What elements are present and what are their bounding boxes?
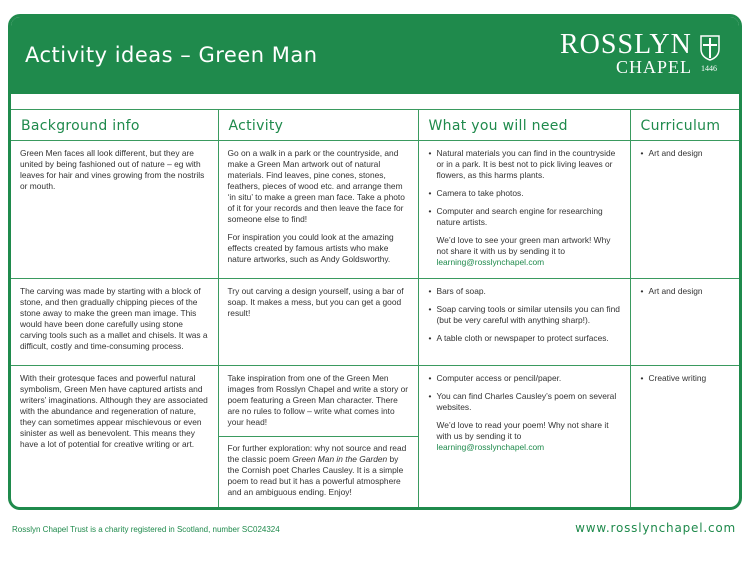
list-item: • Computer access or pencil/paper. xyxy=(437,373,622,384)
curriculum-cell xyxy=(630,141,742,279)
needs-cell xyxy=(418,141,630,279)
background-cell: Green Men faces all look different, but they are united by being fashioned out of nature – eg with leaves for hair and vines growing from the nostrils or mouth. xyxy=(11,141,218,279)
activity-cell: Take inspiration from one of the Green Men images from Rosslyn Chapel and write a story or poem featuring a Green Man character. There are no rules to follow – write what comes into your head! For further exploration: why not source and read the classic poem Green Man in the Garden by the Cornish poet Charles Causley. It is a simple poem to read but it has a powerful atmosphere and an ambiguous ending. Enjoy! xyxy=(218,366,418,511)
column-header-curriculum: Curriculum xyxy=(630,110,742,141)
activity-table xyxy=(11,109,742,510)
logo-line1: ROSSLYN xyxy=(560,29,692,60)
list-item: • Art and design xyxy=(649,286,738,297)
activity-cell: Try out carving a design yourself, using a bar of soap. It makes a mess, but you can get a good result! xyxy=(218,279,418,366)
column-header-activity: Activity xyxy=(218,110,418,141)
page-title: Activity ideas – Green Man xyxy=(25,43,318,67)
needs-note: We’d love to see your green man artwork! Why not share it with us by sending it to xyxy=(436,235,611,256)
list-item: • Computer and search engine for researching nature artists. xyxy=(437,206,622,228)
email-link[interactable]: learning@rosslynchapel.com xyxy=(436,442,545,452)
background-cell: With their grotesque faces and powerful natural symbolism, Green Men have captured artists and writers’ imaginations. Although they are associated with the abundance and regeneration of nature, they can sometimes appear mischievous or even sinister as well as benevolent. This means they have a lot of potential for creative writing or art. xyxy=(20,373,208,449)
column-header-needs: What you will need xyxy=(418,110,630,141)
rosslyn-chapel-logo xyxy=(560,31,725,81)
cross-shield-icon xyxy=(700,35,720,61)
needs-cell xyxy=(418,366,630,511)
list-item: • Camera to take photos. xyxy=(437,188,622,199)
further-exploration: For further exploration: why not source and read the classic poem Green Man in the Garden by the Cornish poet Charles Causley. It is a simple poem to read but it has a powerful atmosphere and an ambiguous ending. Enjoy! xyxy=(219,436,418,498)
table-row xyxy=(11,366,742,511)
curriculum-cell xyxy=(630,279,742,366)
table-row xyxy=(11,141,742,279)
column-header-background: Background info xyxy=(11,110,218,141)
needs-note: We’d love to read your poem! Why not share it with us by sending it to xyxy=(436,420,609,441)
list-item: • A table cloth or newspaper to protect surfaces. xyxy=(437,333,622,344)
list-item: • You can find Charles Causley’s poem on several websites. xyxy=(437,391,622,413)
list-item: • Creative writing xyxy=(649,373,738,384)
activity-cell: Go on a walk in a park or the countryside, and make a Green Man artwork out of natural materials. Find leaves, pine cones, stones, feathers, pieces of wood etc. and arrange them ‘in situ’ to make a green man face. Take a photo of it for your records and then leave the face for someone else to find! For inspiration you could look at the amazing effects created by famous artists who make nature artworks, such as Andy Goldsworthy. xyxy=(218,141,418,279)
curriculum-cell xyxy=(630,366,742,511)
logo-line2: CHAPEL xyxy=(616,57,693,77)
website-link[interactable]: www.rosslynchapel.com xyxy=(575,521,736,535)
table-header-row xyxy=(11,110,742,141)
list-item: • Art and design xyxy=(649,148,738,159)
list-item: • Bars of soap. xyxy=(437,286,622,297)
activity-card xyxy=(8,14,742,510)
table-row xyxy=(11,279,742,366)
list-item: • Natural materials you can find in the countryside or in a park. It is best not to pick living leaves or flowers, as this harms plants. xyxy=(437,148,622,181)
list-item: • Soap carving tools or similar utensils you can find (but be very careful with anything sharp!). xyxy=(437,304,622,326)
logo-year: 1446 xyxy=(701,64,717,73)
background-cell: The carving was made by starting with a block of stone, and then gradually chipping pieces of the stone away to make the green man image. This would have been done carefully using stone carving tools such as a mallet and chisels. It was a difficult, costly and time-consuming process. xyxy=(11,279,218,366)
needs-cell xyxy=(418,279,630,366)
header-banner xyxy=(11,17,739,94)
charity-notice: Rosslyn Chapel Trust is a charity registered in Scotland, number SC024324 xyxy=(12,525,280,534)
email-link[interactable]: learning@rosslynchapel.com xyxy=(436,257,545,267)
poem-title: Green Man in the Garden xyxy=(292,454,388,464)
